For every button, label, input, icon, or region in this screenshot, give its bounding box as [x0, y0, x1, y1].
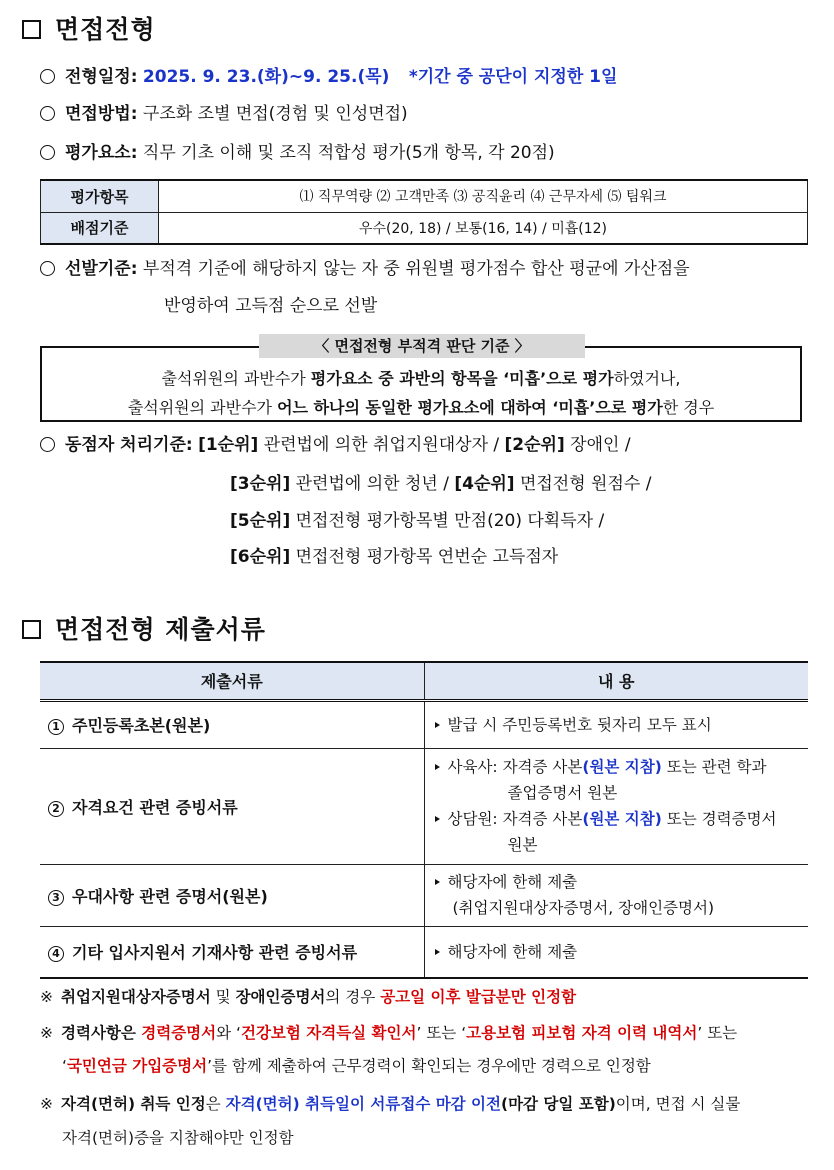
circled-number: 1 — [48, 719, 64, 735]
triangle-bullet-icon — [435, 764, 440, 770]
criteria-line-1: 출석위원의 과반수가 평가요소 중 과반의 항목을 ‘미흡’으로 평가하였거나, — [161, 369, 681, 388]
doc-content-cell: 사육사: 자격증 사본(원본 지참) 또는 관련 학과 졸업증명서 원본 상담원: 자격증 사본(원본 지참) 또는 경력증명서 원본 — [424, 748, 808, 864]
tiebreak-line-4: [6순위] 면접전형 평가항목 연번순 고득점자 — [230, 547, 559, 567]
tiebreak-item: 동점자 처리기준: [1순위] 관련법에 의한 취업지원대상자 / [2순위] 장애인 / — [40, 433, 631, 457]
factors-item: 평가요소: 직무 기초 이해 및 조직 적합성 평가(5개 항목, 각 20점) — [40, 141, 555, 165]
triangle-bullet-icon — [435, 949, 440, 955]
table-cell: 우수(20, 18) / 보통(16, 14) / 미흡(12) — [159, 212, 808, 244]
section-title-documents: 면접전형 제출서류 — [22, 610, 266, 646]
documents-table — [40, 661, 808, 979]
table-row — [40, 864, 808, 926]
method-item: 면접방법: 구조화 조별 면접(경험 및 인성면접) — [40, 102, 408, 126]
circle-bullet-icon — [40, 261, 55, 276]
doc-name-cell: 1 주민등록초본(원본) — [40, 700, 424, 748]
circle-bullet-icon — [40, 106, 55, 121]
table-header-cell: 배점기준 — [41, 212, 159, 244]
circle-bullet-icon — [40, 145, 55, 160]
content-line: 사육사: 자격증 사본(원본 지참) 또는 관련 학과 — [435, 758, 767, 776]
table-header-cell: 평가항목 — [41, 180, 159, 212]
doc-content-cell: 해당자에 한해 제출 (취업지원대상자증명서, 장애인증명서) — [424, 864, 808, 926]
circled-number: 4 — [48, 946, 64, 962]
doc-content-cell: 발급 시 주민등록번호 뒷자리 모두 표시 — [424, 700, 808, 748]
doc-name-cell: 2 자격요건 관련 증빙서류 — [40, 748, 424, 864]
tiebreak-line-2: [3순위] 관련법에 의한 청년 / [4순위] 면접전형 원점수 / — [230, 474, 652, 494]
triangle-bullet-icon — [435, 722, 440, 728]
doc-name-cell: 4 기타 입사지원서 기재사항 관련 증빙서류 — [40, 926, 424, 978]
note-3-continued: 자격(면허)증을 지참해야만 인정함 — [62, 1129, 294, 1147]
doc-name-cell: 3 우대사항 관련 증명서(원본) — [40, 864, 424, 926]
table-row — [41, 212, 808, 244]
section-title-interview: 면접전형 — [22, 10, 156, 46]
triangle-bullet-icon — [435, 879, 440, 885]
table-cell: ⑴ 직무역량 ⑵ 고객만족 ⑶ 공직윤리 ⑷ 근무자세 ⑸ 팀워크 — [159, 180, 808, 212]
table-row — [40, 748, 808, 864]
table-header-row — [40, 662, 808, 700]
triangle-bullet-icon — [435, 816, 440, 822]
note-1: ※ 취업지원대상자증명서 및 장애인증명서의 경우 공고일 이후 발급분만 인정함 — [40, 988, 577, 1006]
schedule-item: 전형일정: 2025. 9. 23.(화)~9. 25.(목) *기간 중 공단이 지정한 1일 — [40, 65, 617, 89]
note-2-continued: ‘국민연금 가입증명서’를 함께 제출하여 근무경력이 확인되는 경우에만 경력으로 인정함 — [62, 1057, 651, 1075]
note-2: ※ 경력사항은 경력증명서와 ‘건강보험 자격득실 확인서’ 또는 ‘고용보험 피보험 자격 이력 내역서’ 또는 — [40, 1024, 738, 1042]
selection-item: 선발기준: 부적격 기준에 해당하지 않는 자 중 위원별 평가점수 합산 평균에 가산점을 — [40, 257, 690, 281]
doc-content-cell: 해당자에 한해 제출 — [424, 926, 808, 978]
content-line: 해당자에 한해 제출 — [435, 873, 578, 891]
circled-number: 3 — [48, 890, 64, 906]
checkbox-square-icon — [22, 20, 41, 39]
table-row — [40, 700, 808, 748]
evaluation-table — [40, 179, 808, 245]
criteria-title: 〈 면접전형 부적격 판단 기준 〉 — [259, 334, 585, 358]
column-header-documents: 제출서류 — [40, 662, 424, 700]
note-3: ※ 자격(면허) 취득 인정은 자격(면허) 취득일이 서류접수 마감 이전(마감 당일 포함)이며, 면접 시 실물 — [40, 1095, 741, 1113]
circle-bullet-icon — [40, 437, 55, 452]
circle-bullet-icon — [40, 69, 55, 84]
column-header-contents: 내 용 — [424, 662, 808, 700]
criteria-line-2: 출석위원의 과반수가 어느 하나의 동일한 평가요소에 대하여 ‘미흡’으로 평가한 경우 — [127, 398, 715, 417]
table-row — [41, 180, 808, 212]
content-line: 상담원: 자격증 사본(원본 지참) 또는 경력증명서 — [435, 810, 777, 828]
tiebreak-line-3: [5순위] 면접전형 평가항목별 만점(20) 다획득자 / — [230, 511, 605, 531]
circled-number: 2 — [48, 801, 64, 817]
selection-line2: 반영하여 고득점 순으로 선발 — [164, 296, 378, 316]
checkbox-square-icon — [22, 620, 41, 639]
table-row — [40, 926, 808, 978]
